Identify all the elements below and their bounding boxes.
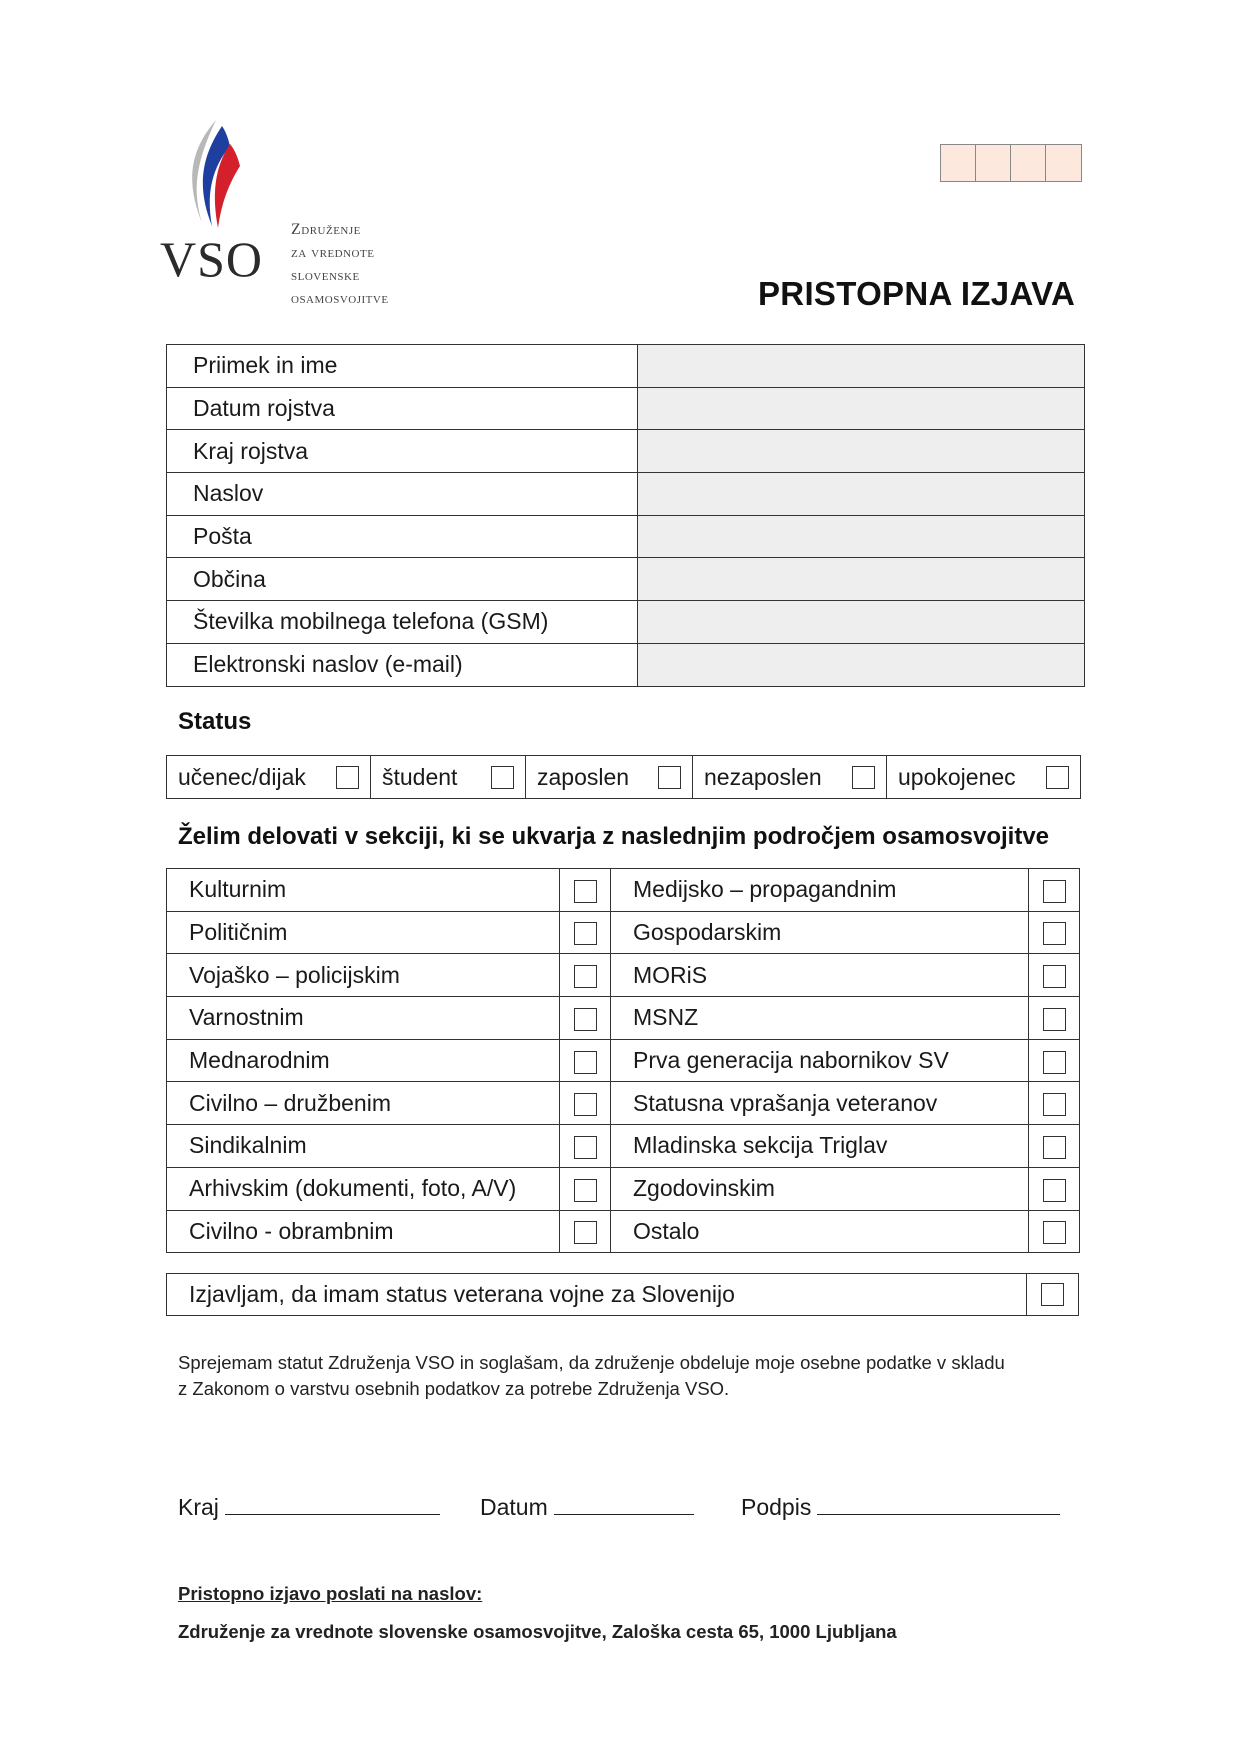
section-checkbox-cell[interactable] — [560, 1125, 611, 1168]
veteran-label: Izjavljam, da imam status veterana vojne za Slovenijo — [167, 1274, 1027, 1315]
section-label: MSNZ — [611, 997, 1029, 1040]
send-to-heading: Pristopno izjavo poslati na naslov: — [178, 1583, 483, 1604]
checkbox[interactable] — [1043, 1008, 1066, 1031]
personal-data-table — [166, 344, 1085, 687]
section-label: Civilno – družbenim — [167, 1082, 560, 1125]
table-row — [167, 1167, 1080, 1210]
number-box[interactable] — [1046, 145, 1081, 181]
table-row — [167, 387, 1085, 430]
number-box[interactable] — [1011, 145, 1046, 181]
table-row — [167, 601, 1085, 644]
checkbox[interactable] — [574, 880, 597, 903]
table-row — [167, 430, 1085, 473]
section-checkbox-cell[interactable] — [560, 911, 611, 954]
signature-line[interactable] — [817, 1493, 1060, 1515]
status-option-retired[interactable] — [887, 756, 1080, 798]
field-value[interactable] — [638, 345, 1085, 388]
checkbox[interactable] — [1046, 766, 1069, 789]
status-option-label: zaposlen — [537, 763, 630, 790]
section-label: Medijsko – propagandnim — [611, 869, 1029, 912]
table-row — [167, 1082, 1080, 1125]
checkbox[interactable] — [658, 766, 681, 789]
table-row — [167, 1125, 1080, 1168]
section-label: Arhivskim (dokumenti, foto, A/V) — [167, 1167, 560, 1210]
status-option-label: učenec/dijak — [178, 763, 306, 790]
field-label: Priimek in ime — [167, 345, 638, 388]
field-label: Datum rojstva — [167, 387, 638, 430]
status-option-label: nezaposlen — [704, 763, 822, 790]
section-checkbox-cell[interactable] — [560, 1039, 611, 1082]
checkbox[interactable] — [1043, 1093, 1066, 1116]
checkbox[interactable] — [1043, 880, 1066, 903]
checkbox[interactable] — [574, 1093, 597, 1116]
table-row — [167, 1039, 1080, 1082]
checkbox[interactable] — [1043, 1136, 1066, 1159]
table-row — [167, 1210, 1080, 1253]
date-line[interactable] — [554, 1493, 694, 1515]
section-label: Političnim — [167, 911, 560, 954]
field-label: Občina — [167, 558, 638, 601]
checkbox[interactable] — [1043, 965, 1066, 988]
field-label: Elektronski naslov (e-mail) — [167, 643, 638, 686]
section-label: Ostalo — [611, 1210, 1029, 1253]
checkbox[interactable] — [1041, 1283, 1064, 1306]
table-row — [167, 515, 1085, 558]
table-row — [167, 869, 1080, 912]
section-checkbox-cell[interactable] — [1029, 1167, 1080, 1210]
field-value[interactable] — [638, 515, 1085, 558]
section-label: Vojaško – policijskim — [167, 954, 560, 997]
section-label: Varnostnim — [167, 997, 560, 1040]
section-label: Kulturnim — [167, 869, 560, 912]
section-checkbox-cell[interactable] — [560, 869, 611, 912]
veteran-checkbox-cell[interactable] — [1027, 1274, 1078, 1315]
veteran-declaration — [166, 1273, 1079, 1316]
signature-field[interactable] — [741, 1493, 1060, 1521]
date-field[interactable] — [480, 1493, 694, 1521]
member-number-boxes[interactable] — [940, 144, 1082, 182]
date-label: Datum — [480, 1494, 548, 1520]
flag-flame-icon — [178, 118, 248, 228]
status-options — [166, 755, 1081, 799]
status-option-pupil[interactable] — [167, 756, 371, 798]
checkbox[interactable] — [574, 965, 597, 988]
status-option-student[interactable] — [371, 756, 526, 798]
section-checkbox-cell[interactable] — [1029, 911, 1080, 954]
section-checkbox-cell[interactable] — [560, 954, 611, 997]
checkbox[interactable] — [1043, 1179, 1066, 1202]
field-label: Kraj rojstva — [167, 430, 638, 473]
vso-logo — [160, 118, 280, 288]
table-row — [167, 345, 1085, 388]
table-row — [167, 911, 1080, 954]
section-checkbox-cell[interactable] — [560, 1210, 611, 1253]
logo-text: VSO — [160, 231, 264, 287]
section-label: Gospodarskim — [611, 911, 1029, 954]
place-field[interactable] — [178, 1493, 440, 1521]
place-label: Kraj — [178, 1494, 219, 1520]
table-row — [167, 997, 1080, 1040]
place-line[interactable] — [225, 1493, 440, 1515]
status-option-label: študent — [382, 763, 458, 790]
section-label: Mednarodnim — [167, 1039, 560, 1082]
section-label: MORiS — [611, 954, 1029, 997]
sections-table — [166, 868, 1080, 1253]
field-label: Naslov — [167, 473, 638, 516]
section-label: Zgodovinskim — [611, 1167, 1029, 1210]
section-checkbox-cell[interactable] — [1029, 1039, 1080, 1082]
field-value[interactable] — [638, 643, 1085, 686]
field-value[interactable] — [638, 601, 1085, 644]
section-label: Mladinska sekcija Triglav — [611, 1125, 1029, 1168]
section-label: Civilno - obrambnim — [167, 1210, 560, 1253]
field-value[interactable] — [638, 430, 1085, 473]
checkbox[interactable] — [574, 922, 597, 945]
status-heading: Status — [178, 708, 252, 735]
checkbox[interactable] — [491, 766, 514, 789]
sections-heading: Želim delovati v sekciji, ki se ukvarja z naslednjim področjem osamosvojitve — [178, 823, 1050, 850]
checkbox[interactable] — [1043, 1051, 1066, 1074]
consent-text: Sprejemam statut Združenja VSO in soglašam, da združenje obdeluje moje osebne podatke v skladu z Zakonom o varstvu osebnih podatkov za potrebe Združenja VSO. — [178, 1352, 1005, 1399]
section-checkbox-cell[interactable] — [560, 997, 611, 1040]
field-value[interactable] — [638, 387, 1085, 430]
section-checkbox-cell[interactable] — [1029, 1082, 1080, 1125]
section-label: Statusna vprašanja veteranov — [611, 1082, 1029, 1125]
table-row — [167, 643, 1085, 686]
section-checkbox-cell[interactable] — [1029, 1125, 1080, 1168]
field-value[interactable] — [638, 558, 1085, 601]
send-to-address: Združenje za vrednote slovenske osamosvojitve, Zaloška cesta 65, 1000 Ljubljana — [178, 1621, 897, 1642]
checkbox[interactable] — [1043, 922, 1066, 945]
section-label: Prva generacija nabornikov SV — [611, 1039, 1029, 1082]
checkbox[interactable] — [574, 1221, 597, 1244]
number-box[interactable] — [976, 145, 1011, 181]
checkbox[interactable] — [336, 766, 359, 789]
status-option-employed[interactable] — [526, 756, 693, 798]
checkbox[interactable] — [1043, 1221, 1066, 1244]
checkbox[interactable] — [574, 1179, 597, 1202]
status-option-label: upokojenec — [898, 763, 1016, 790]
checkbox[interactable] — [852, 766, 875, 789]
section-checkbox-cell[interactable] — [560, 1167, 611, 1210]
field-label: Pošta — [167, 515, 638, 558]
number-box[interactable] — [941, 145, 976, 181]
field-label: Številka mobilnega telefona (GSM) — [167, 601, 638, 644]
field-value[interactable] — [638, 473, 1085, 516]
checkbox[interactable] — [574, 1008, 597, 1031]
status-option-unemployed[interactable] — [693, 756, 887, 798]
section-label: Sindikalnim — [167, 1125, 560, 1168]
section-checkbox-cell[interactable] — [1029, 869, 1080, 912]
checkbox[interactable] — [574, 1051, 597, 1074]
section-checkbox-cell[interactable] — [1029, 1210, 1080, 1253]
checkbox[interactable] — [574, 1136, 597, 1159]
document-title: PRISTOPNA IZJAVA — [758, 275, 1076, 312]
section-checkbox-cell[interactable] — [1029, 954, 1080, 997]
organization-name: Združenje za vrednote slovenske osamosvojitve — [291, 221, 389, 307]
table-row — [167, 954, 1080, 997]
section-checkbox-cell[interactable] — [560, 1082, 611, 1125]
signature-label: Podpis — [741, 1494, 812, 1520]
table-row — [167, 558, 1085, 601]
section-checkbox-cell[interactable] — [1029, 997, 1080, 1040]
table-row — [167, 473, 1085, 516]
